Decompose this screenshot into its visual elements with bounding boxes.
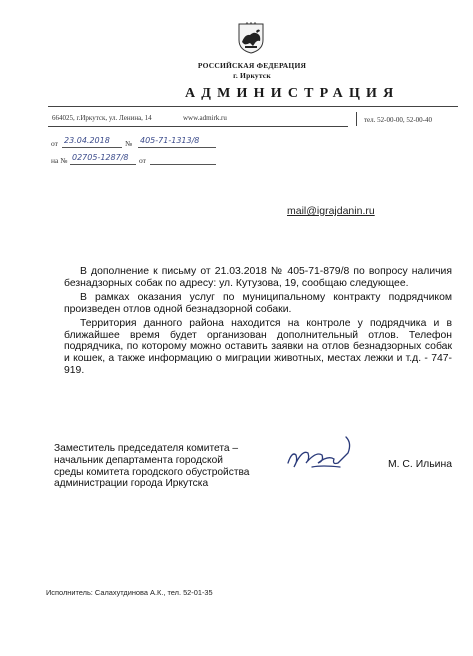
city-name: г. Иркутск xyxy=(233,71,271,80)
handwritten-signature xyxy=(282,433,362,481)
signatory-line-4: администрации города Иркутска xyxy=(54,478,209,490)
number-sign: № xyxy=(125,139,133,148)
date-label: от xyxy=(51,139,58,148)
recipient-email: mail@igrajdanin.ru xyxy=(287,205,375,217)
signatory-name: М. С. Ильина xyxy=(388,459,452,470)
reference-date-underline xyxy=(150,164,216,165)
number-underline xyxy=(138,147,216,148)
reference-number: 02705-1287/8 xyxy=(72,153,129,162)
header-rule-top xyxy=(48,106,458,107)
reference-label: на № xyxy=(51,156,68,165)
executor-info: Исполнитель: Салахутдинова А.К., тел. 52-01-35 xyxy=(46,588,213,597)
body-paragraph-3: Территория данного района находится на контроле у подрядчика и в ближайшее время будет организован дополнительный отлов. Телефон подрядчика, по которому можно оставить заявки на отлов безнадзорных собак и кошек, а также информацию о миграции животных, местах лежки и т.д. - 747-919. xyxy=(64,317,452,377)
header-divider xyxy=(356,112,357,126)
coat-of-arms-icon xyxy=(236,22,266,54)
page-title: АДМИНИСТРАЦИЯ xyxy=(185,86,400,101)
signatory-line-3: среды комитета городского обустройства xyxy=(54,466,250,478)
country-name: РОССИЙСКАЯ ФЕДЕРАЦИЯ xyxy=(197,61,307,70)
body-paragraph-1: В дополнение к письму от 21.03.2018 № 405-71-879/8 по вопросу наличия безнадзорных собак по адресу: ул. Кутузова, 19, сообщаю следующее. xyxy=(64,266,452,289)
reference-date-label: от xyxy=(139,156,146,165)
header-rule-bottom xyxy=(48,126,348,127)
outgoing-number: 405-71-1313/8 xyxy=(140,136,200,145)
signatory-line-2: начальник департамента городской xyxy=(54,454,223,466)
signatory-position xyxy=(54,443,249,490)
signatory-line-1: Заместитель председателя комитета – xyxy=(54,443,239,454)
address-text: 664025, г.Иркутск, ул. Ленина, 14 xyxy=(52,114,152,122)
phones-text: тел. 52-00-00, 52-00-40 xyxy=(364,116,432,124)
date-underline xyxy=(62,147,122,148)
body-paragraph-2: В рамках оказания услуг по муниципальному контракту подрядчиком произведен отлов одной безнадзорной собаки. xyxy=(64,291,452,315)
website-text: www.admirk.ru xyxy=(183,114,227,122)
reference-underline xyxy=(70,164,136,165)
letter-date: 23.04.2018 xyxy=(64,136,110,145)
letter-body xyxy=(64,266,452,379)
